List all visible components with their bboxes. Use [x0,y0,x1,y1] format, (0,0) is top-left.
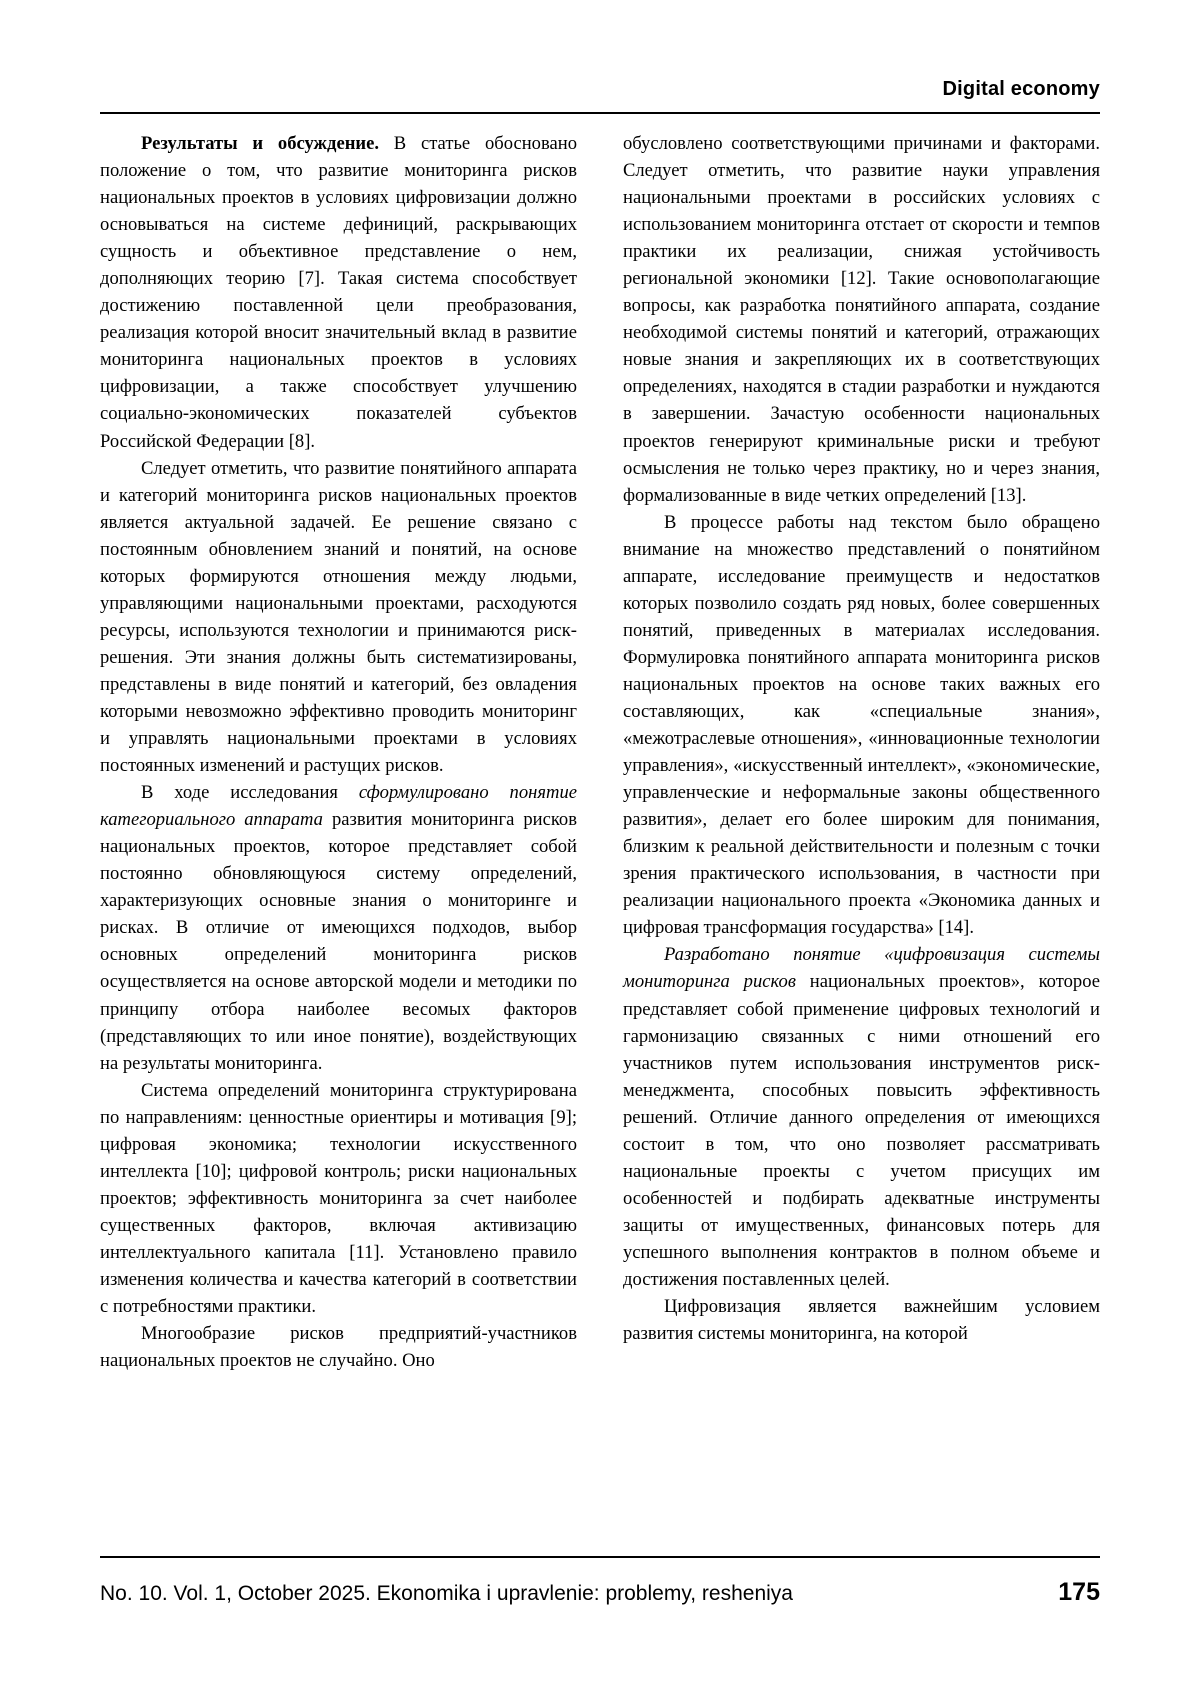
paragraph-text: Цифровизация является важнейшим условием развития системы мониторинга, на которой [623,1296,1100,1345]
paragraph-text: Система определений мониторинга структурирована по направлениям: ценностные ориентиры и мотивация [9]; цифровая экономика; технологии искусственного интеллекта [10]; цифровой контроль; риски национальных проектов; эффективность мониторинга за счет наиболее существенных факторов, включая активизацию интеллектуального капитала [11]. Установлено правило изменения количества и качества категорий в соответствии с потребностями практики. [100,1079,577,1318]
paragraph-text-before: В ходе исследования [141,782,359,804]
page-number: 175 [1058,1578,1100,1606]
left-column [100,130,577,1460]
journal-citation: No. 10. Vol. 1, October 2025. Ekonomika i upravlenie: problemy, resheniya [100,1582,793,1605]
paragraph [100,130,577,455]
paragraph [623,1293,1100,1347]
running-head: Digital economy [942,78,1100,100]
paragraph-text: Многообразие рисков предприятий-участников национальных проектов не случайно. Оно [100,1323,577,1372]
paragraph [100,1320,577,1374]
paragraph [623,941,1100,1293]
page-footer [100,1578,1100,1607]
header-rule [100,112,1100,114]
paragraph-text: Следует отметить, что развитие понятийного аппарата и категорий мониторинга рисков национальных проектов является актуальной задачей. Ее решение связано с постоянным обновлением знаний и понятий, на основе которых формируются отношения между людьми, управляющими национальными проектами, расходуются ресурсы, используются технологии и принимаются риск-решения. Эти знания должны быть систематизированы, представлены в виде понятий и категорий, без овладения которыми невозможно эффективно проводить мониторинг и управлять национальными проектами в условиях постоянных изменений и растущих рисков. [100,457,577,777]
two-column-body [100,130,1100,1460]
paragraph-text: В процессе работы над текстом было обращено внимание на множество представлений о понятийном аппарате, исследование преимуществ и недостатков которых позволило создать ряд новых, более совершенных понятий, приведенных в материалах исследования. Формулировка понятийного аппарата мониторинга рисков национальных проектов на основе таких важных его составляющих, как «специальные знания», «межотраслевые отношения», «инновационные технологии управления», «искусственный интеллект», «экономические, управленческие и неформальные законы общественного развития», делает его более широким для понимания, близким к реальной действительности и полезным с точки зрения практического использования, в частности при реализации национального проекта «Экономика данных и цифровая трансформация государства» [14]. [623,511,1100,939]
paragraph [100,1077,577,1320]
paragraph [623,509,1100,942]
right-column [623,130,1100,1460]
paragraph [623,130,1100,509]
paragraph-italic: сформулировано понятие категориального аппарата [100,782,577,831]
paragraph-text: В статье обосновано положение о том, что развитие мониторинга рисков национальных проектов в условиях цифровизации должно основываться на системе дефиниций, раскрывающих сущность и объективное представление о нем, дополняющих теорию [7]. Такая система способствует достижению поставленной цели преобразования, реализация которой вносит значительный вклад в развитие мониторинга национальных проектов в условиях цифровизации, а также способствует улучшению социально-экономических показателей субъектов Российской Федерации [8]. [100,133,578,452]
footer-rule [100,1556,1100,1558]
paragraph-italic: Разработано понятие «цифровизация системы мониторинга рисков [623,944,1100,993]
paragraph [100,455,577,780]
paragraph-text: обусловлено соответствующими причинами и факторами. Следует отметить, что развитие науки управления национальными проектами в российских условиях с использованием мониторинга отстает от скорости и темпов практики их реализации, снижая устойчивость региональной экономики [12]. Такие основополагающие вопросы, как разработка понятийного аппарата, создание необходимой системы понятий и категорий, отражающих новые знания и закрепляющих их в соответствующих определениях, находятся в стадии разработки и нуждаются в завершении. Зачастую особенности национальных проектов генерируют криминальные риски и требуют осмысления не только через практику, но и через знания, формализованные в виде четких определений [13]. [623,133,1100,506]
paragraph [100,779,577,1077]
paragraph-text-after: развития мониторинга рисков национальных проектов, которое представляет собой постоянно обновляющуюся систему определений, характеризующих основные знания о мониторинге и рисках. В отличие от имеющихся подходов, выбор основных определений мониторинга рисков осуществляется на основе авторской модели и методики по принципу отбора наиболее весомых факторов (представляющих то или иное понятие), воздействующих на результаты мониторинга. [100,809,577,1074]
paragraph-lead-bold: Результаты и обсуждение. [141,133,380,154]
paragraph-text-after: национальных проектов», которое представляет собой применение цифровых технологий и гармонизацию связанных с ними отношений его участников путем использования инструментов риск-менеджмента, способных повысить эффективность решений. Отличие данного определения от имеющихся состоит в том, что оно позволяет рассматривать национальные проекты с учетом присущих им особенностей и подбирать адекватные инструменты защиты от имущественных, финансовых потерь для успешного выполнения контрактов в полном объеме и достижения поставленных целей. [623,971,1100,1290]
